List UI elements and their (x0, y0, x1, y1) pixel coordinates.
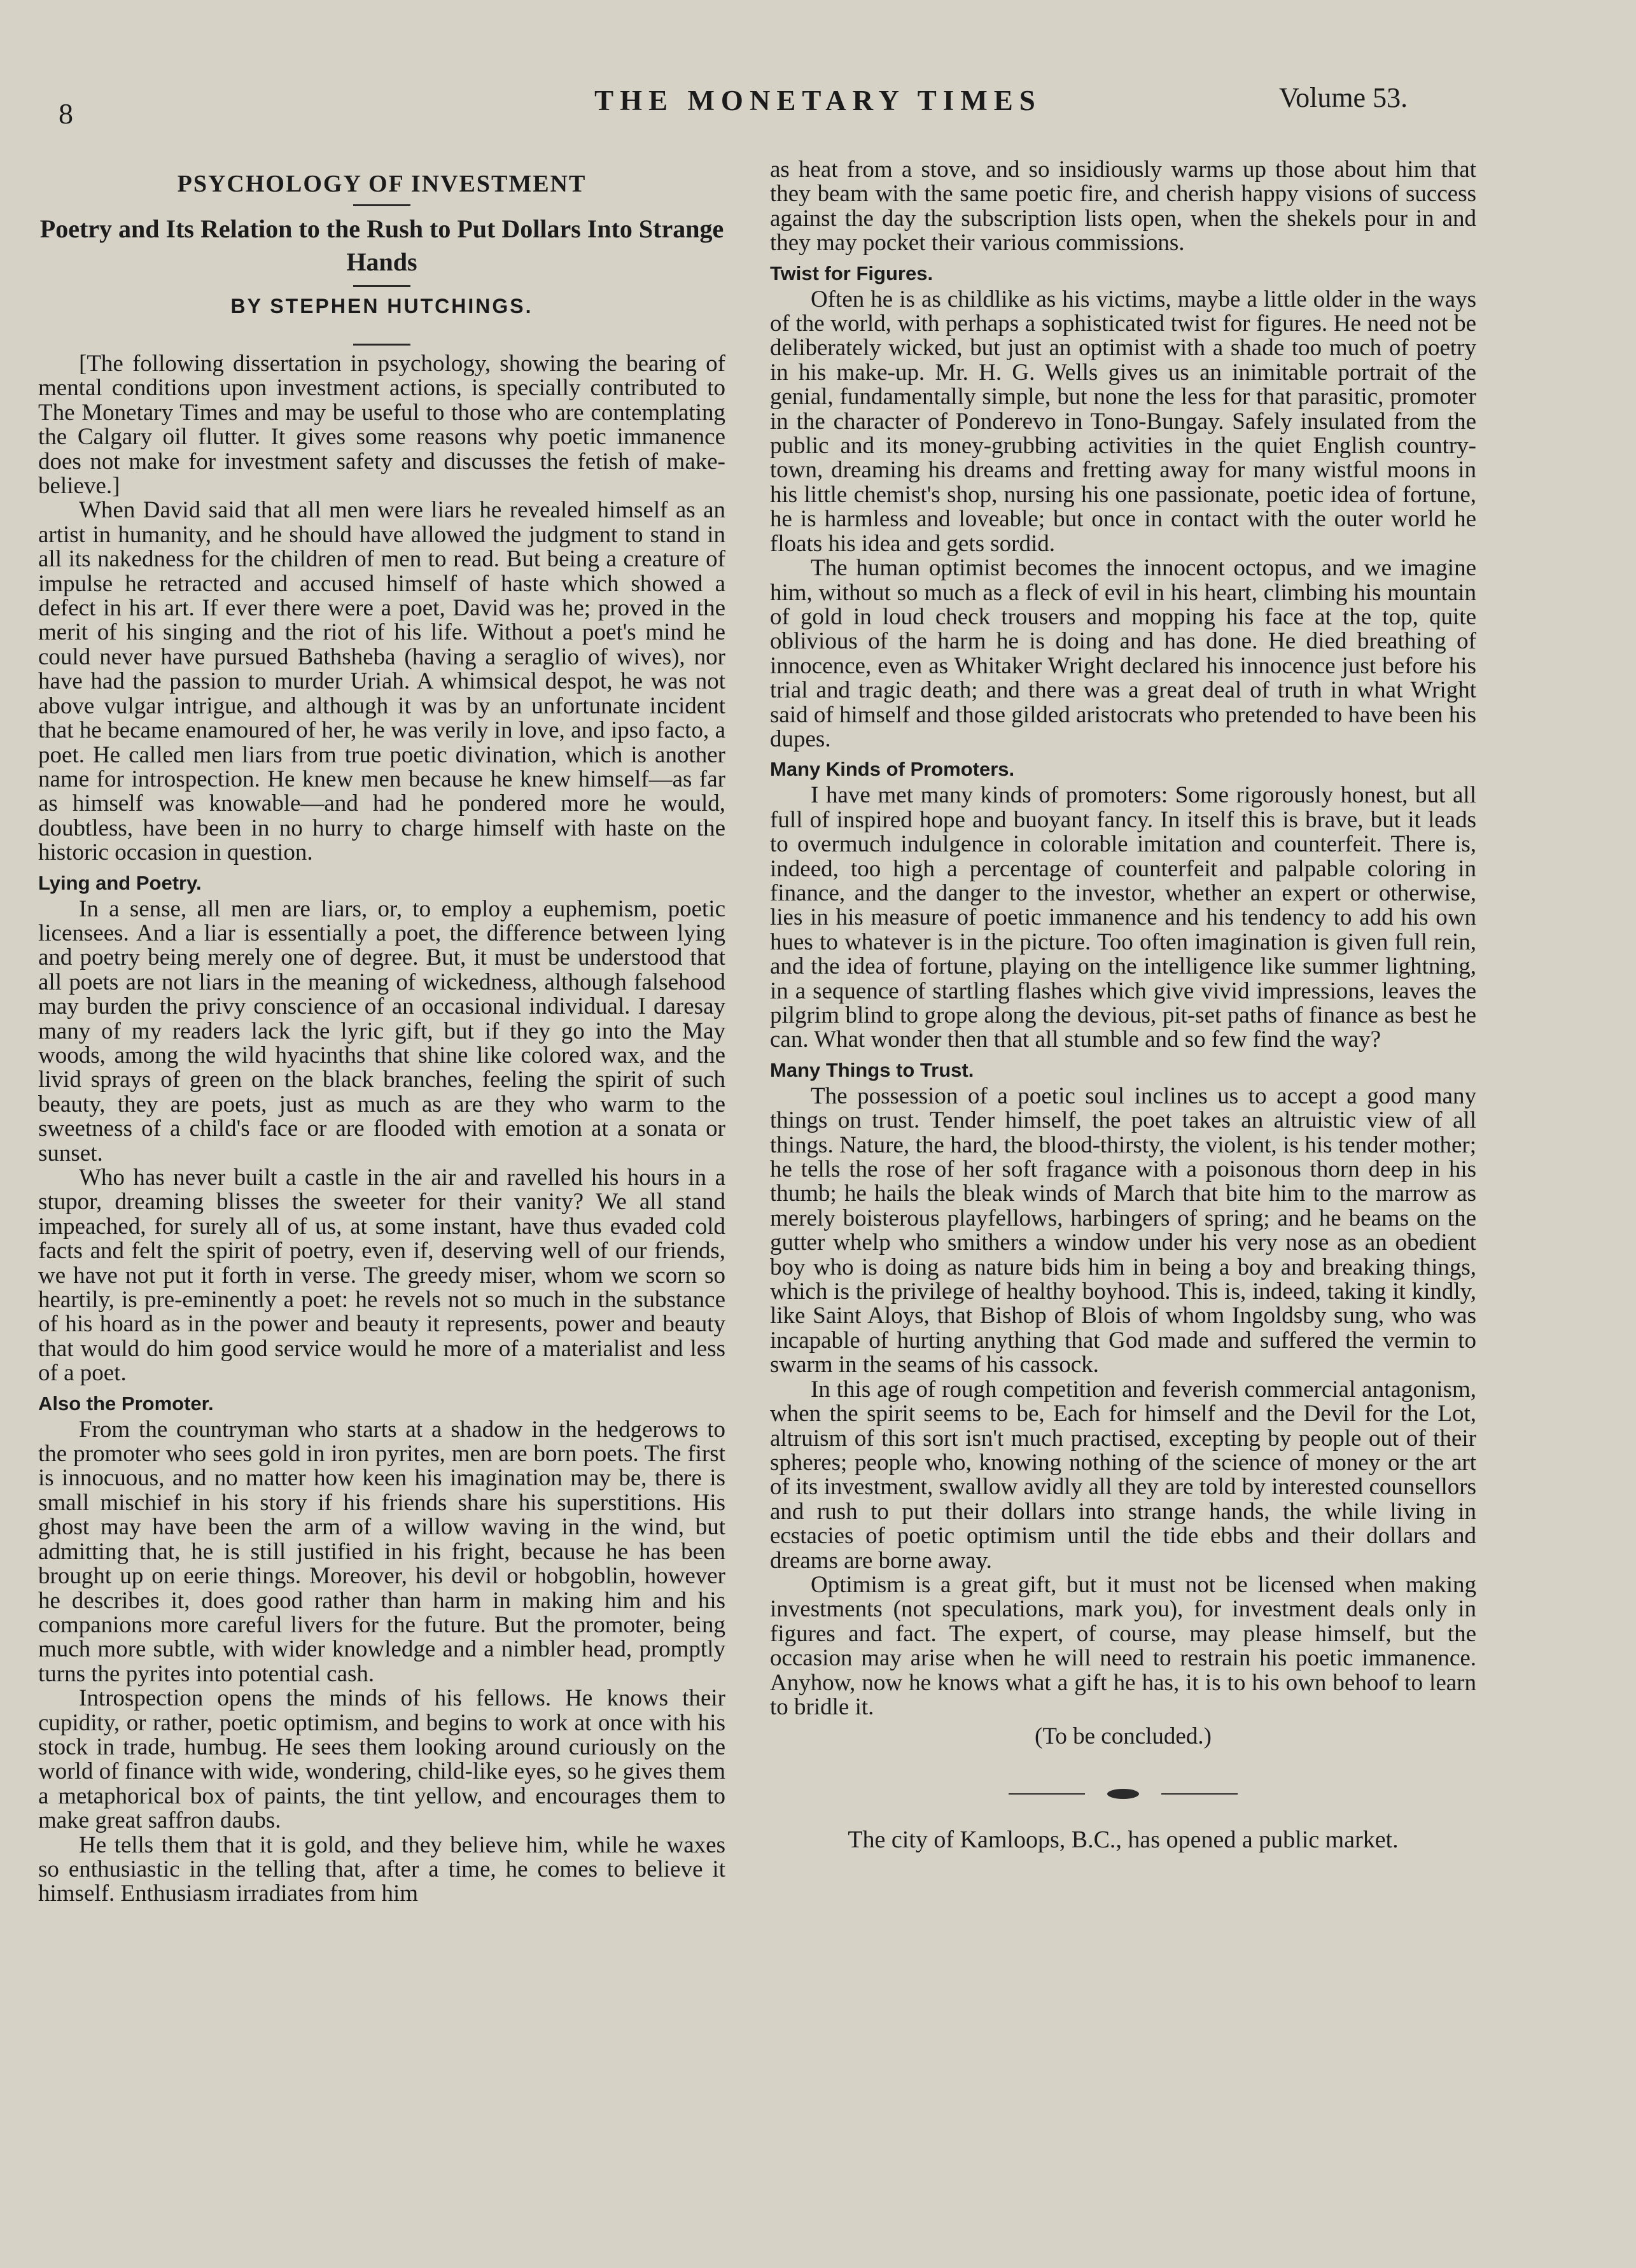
article-subtitle: Poetry and Its Relation to the Rush to Put Dollars Into Strange Hands (39, 214, 724, 276)
left-column (38, 162, 725, 1907)
body-paragraph: In a sense, all men are liars, or, to employ a euphemism, poetic licensees. And a liar is essentially a poet, the difference between lying and poetry being merely one of degree. But, it must be understood that all poets are not liars in the meaning of wickedness, although falsehood may burden the privy conscience of an occasional individual. I daresay many of my readers lack the lyric gift, but if they go into the May woods, among the wild hyacinths that shine like colored wax, and the livid sprays of green on the black branches, feeling the spirit of such beauty, they are poets, just as much as are they who warm to the sweetness of a child's face or are flooded with emotion at a sonata or sunset. (38, 895, 725, 1166)
body-paragraph: I have met many kinds of promoters: Some rigorously honest, but all full of inspired hope and buoyant fancy. In itself this is brave, but it leads to overmuch indulgence in colorable imitation and counterfeit. There is, indeed, too high a percentage of counterfeit and palpable coloring in finance, and the danger to the investor, whether an expert or otherwise, lies in his measure of poetic immanence and his tendency to add his own hues to whatever is in the picture. Too often imagination is given full rein, and the idea of fortune, playing on the intelligence like summer lightning, in a sequence of startling flashes which give vivid impressions, leaves the pilgrim blind to grope along the devious, pit-set paths of finance as best he can. What wonder then that all stumble and so few find the way? (770, 782, 1476, 1053)
section-heading: Many Kinds of Promoters. (770, 758, 1015, 781)
body-paragraph: He tells them that it is gold, and they believe him, while he waxes so enthusiastic in the telling that, after a time, he comes to believe it himself. Enthusiasm irradiates from him (38, 1831, 725, 1907)
body-paragraph: as heat from a stove, and so insidiously warms up those about him that they beam with the same poetic fire, and cherish happy visions of success against the day the subscription lists open, when the shekels pour in and they may pocket their various commissions. (770, 157, 1476, 256)
to-be-concluded: (To be concluded.) (1035, 1723, 1212, 1750)
section-heading: Twist for Figures. (770, 262, 933, 284)
body-paragraph: The possession of a poetic soul inclines us to accept a good many things on trust. Tender himself, the poet takes an altruistic view of all things. Nature, the hard, the blood-thirsty, the violent, is his tender mother; he tells the rose of her soft fragance with a poisonous thorn deep in his thumb; he hails the bleak winds of March that bite him to the marrow as merely boisterous playfellows, harbingers of spring; and he beams on the gutter whelp who smithers a window under his very nose as an obedient boy who is doing as nature bids him in being a boy and breaking things, which is the privilege of healthy boyhood. This is, indeed, taking it kindly, like Saint Aloys, that Bishop of Blois of whom Ingoldsby sung, who was incapable of hurting anything that God made and suffered the vermin to swarm in the seams of his cassock. (770, 1082, 1476, 1378)
divider-rule (353, 344, 410, 346)
article-title: PSYCHOLOGY OF INVESTMENT (177, 171, 587, 197)
body-paragraph: From the countryman who starts at a shadow in the hedgerows to the promoter who sees gold in iron pyrites, men are born poets. The first is innocuous, and no matter how keen his imagination may be, there is small mischief in his story if his friends share his superstitions. His ghost may have been the arm of a willow waving in the wind, but admitting that, he is still justified in his fright, because he has been brought up on eerie things. Moreover, his devil or hobgoblin, however he describes it, does good rather than harm in making him and his companions more careful livers for the future. But the promoter, being much more subtle, with wider knowledge and a nimbler head, promptly turns the pyrites into potential cash. (38, 1416, 725, 1687)
body-paragraph: In this age of rough competition and feverish commercial antagonism, when the spirit seems to be, Each for himself and the Devil for the Lot, altruism of this sort isn't much practised, excepting by people out of their spheres; people who, knowing nothing of the science of money or the art of its investment, swallow avidly all they are told by interested counsellors and rush to put their dollars into strange hands, the while living in ecstacies of poetic optimism until the tide ebbs and their dollars and dreams are borne away. (770, 1376, 1476, 1574)
volume-label: Volume 53. (1279, 82, 1408, 113)
news-brief: The city of Kamloops, B.C., has opened a public market. (848, 1826, 1399, 1853)
right-column (770, 158, 1476, 1854)
section-heading: Also the Promoter. (38, 1392, 214, 1415)
body-paragraph: Optimism is a great gift, but it must not be licensed when making investments (not speculations, mark you), for investment deals only in figures and fact. The expert, of course, may please himself, but the occasion may arise when he will need to restrain his poetic immanence. Anyhow, now he knows what a gift he has, it is to his own behoof to learn to bridle it. (770, 1571, 1476, 1720)
body-paragraph: Who has never built a castle in the air and ravelled his hours in a stupor, dreaming blisses the sweeter for their vanity? We all stand impeached, for surely all of us, at some instant, have thus evaded cold facts and felt the spirit of poetry, even if, deserving well of our friends, we have not put it forth in verse. The greedy miser, whom we scorn so heartily, is pre-eminently a poet: he revels not so much in the substance of his hoard as in the power and beauty it represents, power and beauty that would do him good service would he more of a materialist and less of a poet. (38, 1165, 725, 1387)
byline: BY STEPHEN HUTCHINGS. (230, 295, 533, 318)
page-number: 8 (59, 97, 73, 130)
body-paragraph: Introspection opens the minds of his fellows. He knows their cupidity, or rather, poetic optimism, and begins to work at once with his stock in trade, humbug. He sees them looking around curiously on the world of finance with wide, wondering, child-like eyes, so he gives them a metaphorical box of paints, the tint yellow, and encourages them to make great saffron daubs. (38, 1685, 725, 1834)
section-heading: Many Things to Trust. (770, 1058, 974, 1081)
masthead-title: THE MONETARY TIMES (594, 85, 1042, 116)
divider-rule (353, 204, 410, 206)
divider-rule (353, 285, 410, 287)
body-paragraph: The human optimist becomes the innocent octopus, and we imagine him, without so much as a fleck of evil in his heart, climbing his mountain of gold in loud check trousers and mopping his face at the top, quite oblivious of the harm he is doing and has done. He died breathing of innocence, even as Whitaker Wright declared his innocence just before his trial and tragic death; and there was a great deal of truth in what Wright said of himself and those gilded aristocrats who pretended to have been his dupes. (770, 555, 1476, 752)
section-heading: Lying and Poetry. (38, 871, 202, 894)
body-paragraph: Often he is as childlike as his victims, maybe a little older in the ways of the world, with perhaps a sophisticated twist for figures. He need not be deliberately wicked, but just an optimist with a shade too much of poetry in his make-up. Mr. H. G. Wells gives us an inimitable portrait of the genial, fundamentally simple, but none the less for that parasitic, promoter in the character of Ponderevo in Tono-Bungay. Safely insulated from the public and its money-grubbing activities in the quiet English country-town, dreaming his dreams and fretting away for many wistful moons in his little chemist's shop, nursing his one passionate, poetic idea of fortune, he is harmless and loveable; but once in contact with the outer world he floats his idea and gets sordid. (770, 286, 1476, 557)
ornament-divider (1009, 1788, 1238, 1800)
intro-paragraph: [The following dissertation in psychology, showing the bearing of mental conditions upon investment actions, is specially contributed to The Monetary Times and may be useful to those who are contemplating the Calgary oil flutter. It gives some reasons why poetic immanence does not make for investment safety and discusses the fetish of make-believe.] (38, 351, 725, 500)
body-paragraph: When David said that all men were liars he revealed himself as an artist in humanity, and he should have allowed the judgment to stand in all its nakedness for the children of men to read. But being a creature of impulse he retracted and accused himself of haste which showed a defect in his art. If ever there were a poet, David was he; proved in the merit of his singing and the riot of his life. Without a poet's mind he could never have pursued Bathsheba (having a seraglio of wives), nor have had the passion to murder Uriah. A whimsical despot, he was not above vulgar intrigue, and although it was by an unfortunate incident that he became enamoured of her, he was verily in love, and ipso facto, a poet. He called men liars from true poetic divination, which is another name for introspection. He knew men because he knew himself—as far as himself was knowable—and had he pondered more he would, doubtless, have been in no hurry to charge himself with haste on the historic occasion in question. (38, 497, 725, 866)
